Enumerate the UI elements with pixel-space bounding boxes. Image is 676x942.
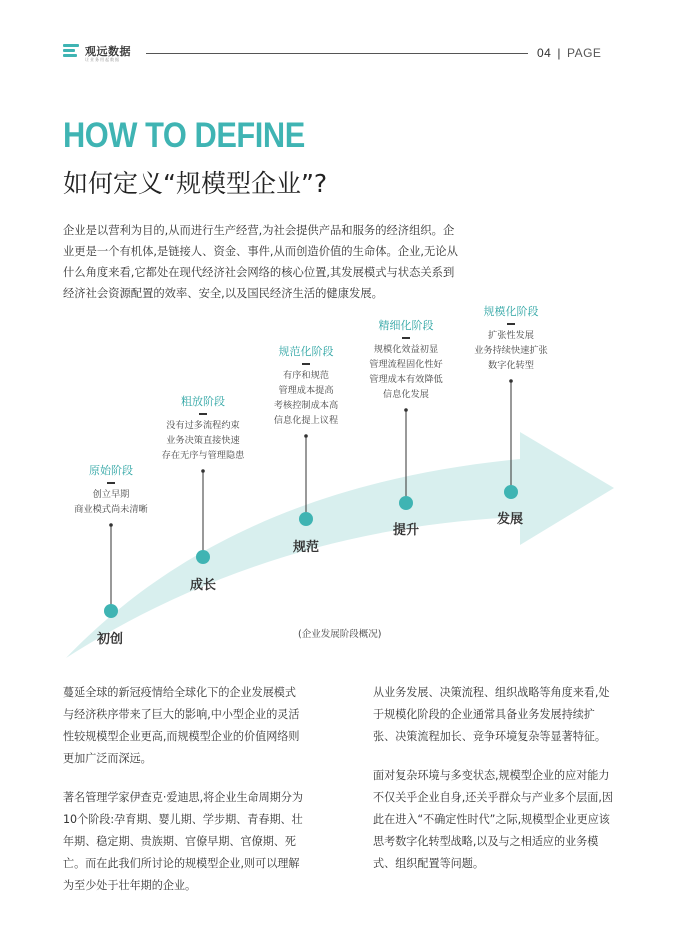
body-right-paragraph-1: 从业务发展、决策流程、组织战略等角度来看,处于规模化阶段的企业通常具备业务发展持续扩张、决策流程加长、竞争环境复杂等显著特征。 — [373, 686, 610, 743]
stage-marker — [504, 485, 518, 499]
stage-marker — [399, 496, 413, 510]
stage-dash — [302, 363, 310, 365]
page-number: 04 — [537, 46, 552, 60]
stage-marker — [104, 604, 118, 618]
stage-dash — [507, 323, 515, 325]
stage-description: 扩张性发展 业务持续快速扩张 数字化转型 — [474, 330, 548, 371]
stage-title: 规模化阶段 — [483, 305, 539, 318]
stage-label: 初创 — [97, 632, 124, 647]
body-right-paragraph-2: 面对复杂环境与多变状态,规模型企业的应对能力不仅关乎企业自身,还关乎群众与产业多个层面,因此在进入“不确定性时代”之际,规模型企业更应该思考数字化转型战略,以及与之相适应的业务模式、组织配置等问题。 — [373, 769, 614, 870]
body-left-paragraph-1: 蔓延全球的新冠疫情给全球化下的企业发展模式与经济秩序带来了巨大的影响,中小型企业的灵活性较规模型企业更高,而规模型企业的价值网络则更加广泛而深远。 — [63, 686, 300, 765]
body-left-paragraph-2: 著名管理学家伊查克·爱迪思,将企业生命周期分为10个阶段:孕育期、婴儿期、学步期、青春期、壮年期、稳定期、贵族期、官僚早期、官僚期、死亡。而在此我们所讨论的规模型企业,则可以理解为至少处于壮年期的企业。 — [63, 791, 304, 892]
heading-chinese: 如何定义“规模型企业”? — [63, 169, 328, 198]
stage-description: 没有过多流程约束 业务决策直接快速 存在无序与管理隐患 — [161, 420, 245, 461]
stage-marker — [196, 550, 210, 564]
stage-label: 规范 — [293, 540, 320, 555]
stage-label: 成长 — [190, 578, 217, 593]
stage-label: 提升 — [393, 523, 420, 538]
body-left-column — [63, 682, 306, 914]
stage-title: 精细化阶段 — [378, 319, 434, 332]
page-label: PAGE — [566, 46, 602, 60]
heading-english: HOW TO DEFINE — [63, 116, 305, 155]
stage-title: 规范化阶段 — [278, 345, 334, 358]
stage-dash — [199, 413, 207, 415]
stage-dash — [107, 482, 115, 484]
stage-label: 发展 — [497, 512, 524, 527]
logo-tagline: 让业务用起数据 — [85, 57, 120, 62]
stage-description: 有序和规范 管理成本提高 考核控制成本高 信息化提上议程 — [273, 370, 339, 426]
stage-description: 创立早期 商业模式尚未清晰 — [74, 489, 148, 515]
stage-title: 粗放阶段 — [181, 395, 225, 408]
diagram-caption: (企业发展阶段概况) — [298, 629, 382, 640]
stage-description: 规模化效益初显 管理流程固化性好 管理成本有效降低 信息化发展 — [369, 344, 443, 400]
stage-title: 原始阶段 — [89, 464, 133, 477]
page-indicator: 04 | PAGE — [537, 46, 602, 60]
intro-paragraph: 企业是以营利为目的,从而进行生产经营,为社会提供产品和服务的经济组织。企业更是一个有机体,是链接人、资金、事件,从而创造价值的生命体。企业,无论从什么角度来看,它都处在现代经济社会网络的核心位置,其发展模式与状态关系到经济社会资源配置的效率、安全,以及国民经济生活的健康发展。 — [63, 224, 458, 300]
body-right-column — [373, 682, 615, 892]
stage-marker — [299, 512, 313, 526]
logo-name: 观远数据 — [85, 45, 131, 58]
stage-dash — [402, 337, 410, 339]
